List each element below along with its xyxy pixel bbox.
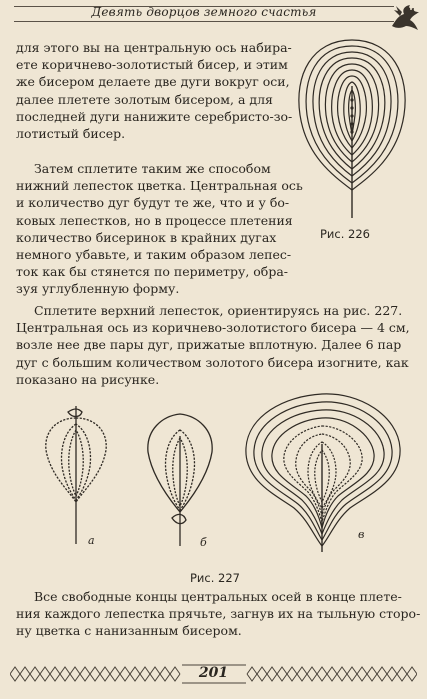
text-line: для этого вы на центральную ось набира- bbox=[16, 40, 292, 55]
text-line: Все свободные концы центральных осей в конце плете- bbox=[34, 589, 402, 604]
text-line: ете коричнево-золотистый бисер, и этим bbox=[16, 57, 288, 73]
paragraph-4 bbox=[16, 588, 421, 640]
text-line: последней дуги нанижите серебристо-зо- bbox=[16, 108, 293, 124]
figure-227-label-b: б bbox=[200, 536, 207, 549]
figure-227-label-c: в bbox=[358, 528, 365, 541]
text-line: же бисером делаете две дуги вокруг оси, bbox=[16, 74, 290, 90]
paragraph-3 bbox=[16, 302, 412, 388]
text-line: лотистый бисер. bbox=[16, 126, 126, 142]
figure-227b-drawing bbox=[136, 410, 226, 560]
header-title: Девять дворцов земного счастья bbox=[91, 5, 317, 19]
dragon-icon bbox=[388, 2, 422, 32]
text-line: и количество дуг будут те же, что и у бо- bbox=[16, 195, 290, 211]
text-line: дуг с большим количеством золотого бисера изогните, как bbox=[16, 354, 409, 370]
paragraph-1 bbox=[16, 39, 293, 142]
figure-227-label-a: а bbox=[88, 534, 95, 547]
figure-227c-drawing bbox=[240, 384, 410, 554]
text-line: возле нее две пары дуг, прижатые вплотную. Далее 6 пар bbox=[16, 337, 402, 353]
page-number: 201 bbox=[198, 665, 229, 681]
running-header bbox=[14, 0, 394, 26]
paragraph-2 bbox=[16, 160, 303, 298]
text-line: количество бисеринок в крайних дугах bbox=[16, 229, 277, 245]
text-line: Затем сплетите таким же способом bbox=[34, 161, 271, 176]
text-line: немного убавьте, и таким образом лепес- bbox=[16, 247, 292, 263]
text-line: зуя углубленную форму. bbox=[16, 281, 180, 297]
figure-227-caption: Рис. 227 bbox=[190, 571, 240, 585]
text-line: показано на рисунке. bbox=[16, 371, 160, 387]
text-line: ния каждого лепестка прячьте, загнув их на тыльную сторо- bbox=[16, 606, 421, 622]
text-line: далее плетете золотым бисером, а для bbox=[16, 91, 273, 107]
text-line: Центральная ось из коричнево-золотистого бисера — 4 см, bbox=[16, 320, 410, 336]
text-line: нижний лепесток цветка. Центральная ось bbox=[16, 178, 303, 194]
text-line: ковых лепестков, но в процессе плетения bbox=[16, 212, 293, 228]
text-line: ну цветка с нанизанным бисером. bbox=[16, 623, 242, 639]
page-footer bbox=[0, 653, 427, 699]
figure-226-drawing bbox=[292, 30, 412, 220]
figure-226-caption: Рис. 226 bbox=[320, 227, 370, 241]
text-line: Сплетите верхний лепесток, ориентируясь на рис. 227. bbox=[34, 303, 403, 318]
figure-227a-drawing bbox=[38, 402, 128, 552]
text-line: ток как бы стянется по периметру, обра- bbox=[16, 264, 288, 280]
